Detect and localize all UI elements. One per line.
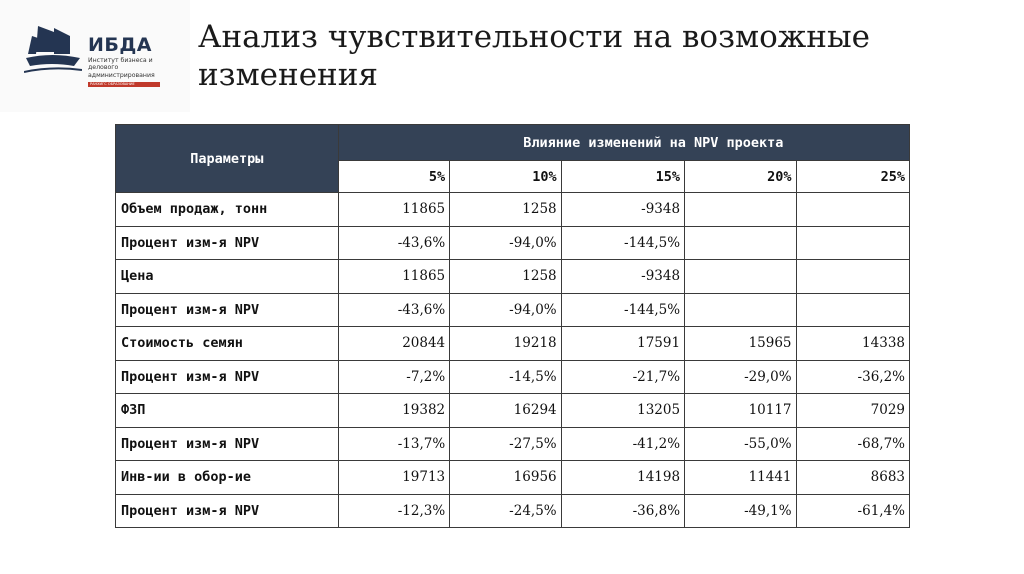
logo — [0, 0, 190, 112]
cell-value: -29,0% — [685, 360, 796, 394]
cell-value: 1258 — [450, 260, 561, 294]
cell-value: 17591 — [561, 327, 684, 361]
row-label: Инв-ии в обор-ие — [116, 461, 339, 495]
cell-value — [796, 260, 909, 294]
cell-value: -27,5% — [450, 427, 561, 461]
cell-value: -24,5% — [450, 494, 561, 528]
table-row — [116, 427, 910, 461]
cell-value: 20844 — [338, 327, 449, 361]
row-label: Цена — [116, 260, 339, 294]
cell-value: 19713 — [338, 461, 449, 495]
row-label: Объем продаж, тонн — [116, 193, 339, 227]
cell-value: -14,5% — [450, 360, 561, 394]
table-row — [116, 461, 910, 495]
row-label: Процент изм-я NPV — [116, 293, 339, 327]
cell-value: 8683 — [796, 461, 909, 495]
cell-value: -68,7% — [796, 427, 909, 461]
cell-value — [796, 193, 909, 227]
logo-subtitle: Институт бизнеса и делового администрирования — [88, 57, 155, 79]
cell-value: -12,3% — [338, 494, 449, 528]
pct-header: 5% — [338, 161, 449, 193]
cell-value: -49,1% — [685, 494, 796, 528]
pct-header: 10% — [450, 161, 561, 193]
cell-value: 15965 — [685, 327, 796, 361]
cell-value: -41,2% — [561, 427, 684, 461]
table-row — [116, 226, 910, 260]
row-label: Процент изм-я NPV — [116, 494, 339, 528]
cell-value — [796, 226, 909, 260]
cell-value: -21,7% — [561, 360, 684, 394]
table-row — [116, 360, 910, 394]
cell-value — [685, 293, 796, 327]
pct-header: 15% — [561, 161, 684, 193]
logo-brand: ИБДА — [88, 34, 153, 56]
cell-value: -9348 — [561, 193, 684, 227]
cell-value: 19382 — [338, 394, 449, 428]
cell-value: -144,5% — [561, 293, 684, 327]
pct-header: 25% — [796, 161, 909, 193]
cell-value: -7,2% — [338, 360, 449, 394]
cell-value: -61,4% — [796, 494, 909, 528]
sensitivity-table — [115, 124, 910, 528]
cell-value — [685, 193, 796, 227]
page-title: Анализ чувствительности на возможные изменения — [198, 19, 870, 93]
cell-value: 11865 — [338, 260, 449, 294]
impact-header: Влияние изменений на NPV проекта — [338, 125, 909, 161]
cell-value: -43,6% — [338, 293, 449, 327]
cell-value: 14198 — [561, 461, 684, 495]
cell-value: 11441 — [685, 461, 796, 495]
cell-value — [796, 293, 909, 327]
cell-value: 10117 — [685, 394, 796, 428]
logo-bar: РАНХИГС ОБРАЗОВАНИЕ — [88, 82, 160, 87]
cell-value — [685, 226, 796, 260]
cell-value: 11865 — [338, 193, 449, 227]
cell-value: -144,5% — [561, 226, 684, 260]
row-label: Процент изм-я NPV — [116, 226, 339, 260]
table-row — [116, 260, 910, 294]
row-label: ФЗП — [116, 394, 339, 428]
cell-value: 14338 — [796, 327, 909, 361]
cell-value: -13,7% — [338, 427, 449, 461]
row-label: Стоимость семян — [116, 327, 339, 361]
pct-header: 20% — [685, 161, 796, 193]
param-header: Параметры — [116, 125, 339, 193]
cell-value: 16294 — [450, 394, 561, 428]
cell-value: 19218 — [450, 327, 561, 361]
cell-value: -55,0% — [685, 427, 796, 461]
cell-value: -94,0% — [450, 226, 561, 260]
cell-value: 13205 — [561, 394, 684, 428]
row-label: Процент изм-я NPV — [116, 360, 339, 394]
table-row — [116, 327, 910, 361]
row-label: Процент изм-я NPV — [116, 427, 339, 461]
cell-value: -43,6% — [338, 226, 449, 260]
cell-value: -36,2% — [796, 360, 909, 394]
table-row — [116, 293, 910, 327]
cell-value: 7029 — [796, 394, 909, 428]
cell-value: -36,8% — [561, 494, 684, 528]
ship-logo-icon — [24, 22, 82, 78]
cell-value: 16956 — [450, 461, 561, 495]
cell-value — [685, 260, 796, 294]
cell-value: -94,0% — [450, 293, 561, 327]
cell-value: 1258 — [450, 193, 561, 227]
table-row — [116, 193, 910, 227]
table-row — [116, 394, 910, 428]
table-row — [116, 494, 910, 528]
cell-value: -9348 — [561, 260, 684, 294]
